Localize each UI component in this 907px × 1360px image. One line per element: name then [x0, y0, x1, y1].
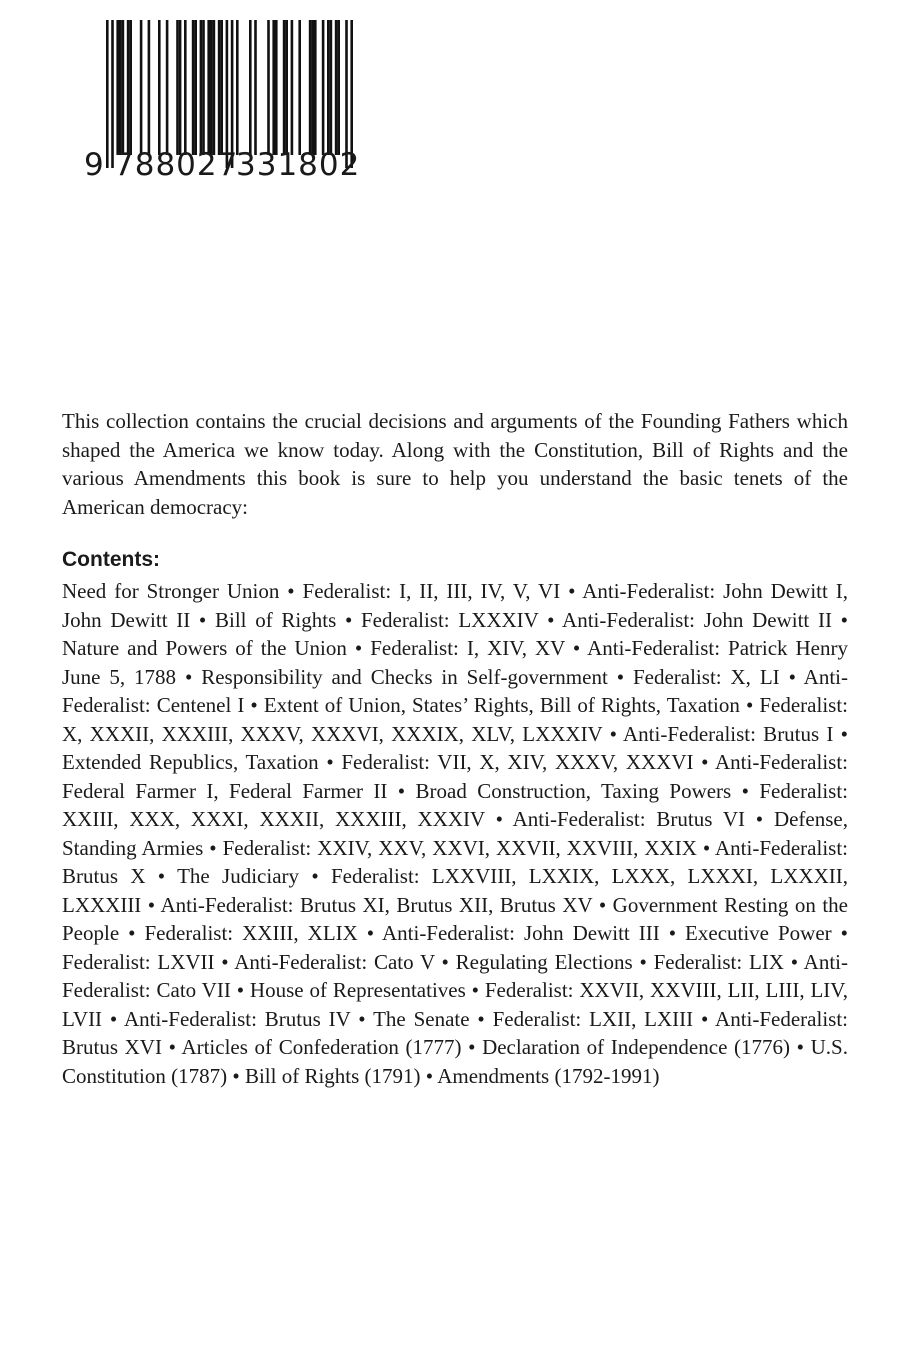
- barcode-bar: [176, 20, 179, 155]
- barcode-bar: [179, 20, 182, 155]
- barcode-bar: [202, 20, 205, 155]
- barcode-bar: [194, 20, 197, 155]
- barcode-bar: [314, 20, 317, 155]
- barcode-bar: [166, 20, 169, 155]
- barcode-bar: [220, 20, 223, 155]
- isbn-first-digit: 9: [84, 147, 104, 183]
- barcode-bar: [311, 20, 314, 155]
- isbn-left-group: 788027: [114, 147, 239, 183]
- barcode-bar: [184, 20, 187, 155]
- contents-list: Need for Stronger Union • Federalist: I, II, III, IV, V, VI • Anti-Federalist: John Dewitt I, John Dewitt II • Bill of Rights • Federalist: LXXXIV • Anti-Federalist: John Dewitt II • Nature and Powers of the Union • Federalist: I, XIV, XV • Anti-Federalist: Patrick Henry June 5, 1788 • Responsibility and Checks in Self-government • Federalist: X, LI • Anti-Federalist: Centenel I • Extent of Union, States’ Rights, Bill of Rights, Taxation • Federalist: X, XXXII, XXXIII, XXXV, XXXVI, XXXIX, XLV, LXXXIV • Anti-Federalist: Brutus I • Extended Republics, Taxation • Federalist: VII, X, XIV, XXXV, XXXVI • Anti-Federalist: Federal Farmer I, Federal Farmer II • Broad Construction, Taxing Powers • Federalist: XXIII, XXX, XXXI, XXXII, XXXIII, XXXIV • Anti-Federalist: Brutus VI • Defense, Standing Armies • Federalist: XXIV, XXV, XXVI, XXVII, XXVIII, XXIX • Anti-Federalist: Brutus X • The Judiciary • Federalist: LXXVIII, LXXIX, LXXX, LXXXI, LXXXII, LXXXIII • Anti-Federalist: Brutus XI, Brutus XII, Brutus XV • Government Resting on the People • Federalist: XXIII, XLIX • Anti-Federalist: John Dewitt III • Executive Power • Federalist: LXVII • Anti-Federalist: Cato V • Regulating Elections • Federalist: LIX • Anti-Federalist: Cato VII • House of Representatives • Federalist: XXVII, XXVIII, LII, LIII, LIV, LVII • Anti-Federalist: Brutus IV • The Senate • Federalist: LXII, LXIII • Anti-Federalist: Brutus XVI • Articles of Confederation (1777) • Declaration of Independence (1776) • U.S. Constitution (1787) • Bill of Rights (1791) • Amendments (1792-1991): [62, 579, 848, 1088]
- barcode-bar: [285, 20, 288, 155]
- barcode-bar: [291, 20, 294, 155]
- barcode-bar: [210, 20, 213, 155]
- barcode-bar: [200, 20, 203, 155]
- barcode-bar: [249, 20, 252, 155]
- barcode-bar: [327, 20, 330, 155]
- barcode-bar: [192, 20, 195, 155]
- barcode-bar: [207, 20, 210, 155]
- barcode-bar: [218, 20, 221, 155]
- barcode-bar: [267, 20, 270, 155]
- isbn-right-group: 331802: [236, 147, 361, 183]
- isbn-number: [84, 140, 361, 190]
- barcode-bar: [272, 20, 275, 155]
- barcode-bar: [140, 20, 143, 155]
- barcode-bar: [283, 20, 286, 155]
- barcode-bar: [309, 20, 312, 155]
- barcode-bar: [158, 20, 161, 155]
- barcode-bar: [275, 20, 278, 155]
- barcode-bar: [337, 20, 340, 155]
- barcode-bar: [213, 20, 216, 155]
- barcode-bar: [129, 20, 132, 155]
- barcode-bar: [322, 20, 325, 155]
- book-description: This collection contains the crucial decisions and arguments of the Founding Fathers which shaped the America we know today. Along with the Constitution, Bill of Rights and the various Amendments this book is sure to help you understand the basic tenets of the American democracy:: [62, 409, 848, 519]
- barcode-bar: [116, 20, 119, 155]
- barcode-bar: [298, 20, 301, 155]
- barcode-bar: [122, 20, 125, 155]
- barcode-bar: [330, 20, 333, 155]
- barcode-bar: [127, 20, 130, 155]
- barcode-bar: [148, 20, 151, 155]
- barcode-bar: [254, 20, 257, 155]
- isbn-barcode: [84, 18, 361, 183]
- barcode-bar: [335, 20, 338, 155]
- barcode-bar: [119, 20, 122, 155]
- barcode-bar: [236, 20, 239, 155]
- contents-heading: Contents:: [62, 548, 160, 571]
